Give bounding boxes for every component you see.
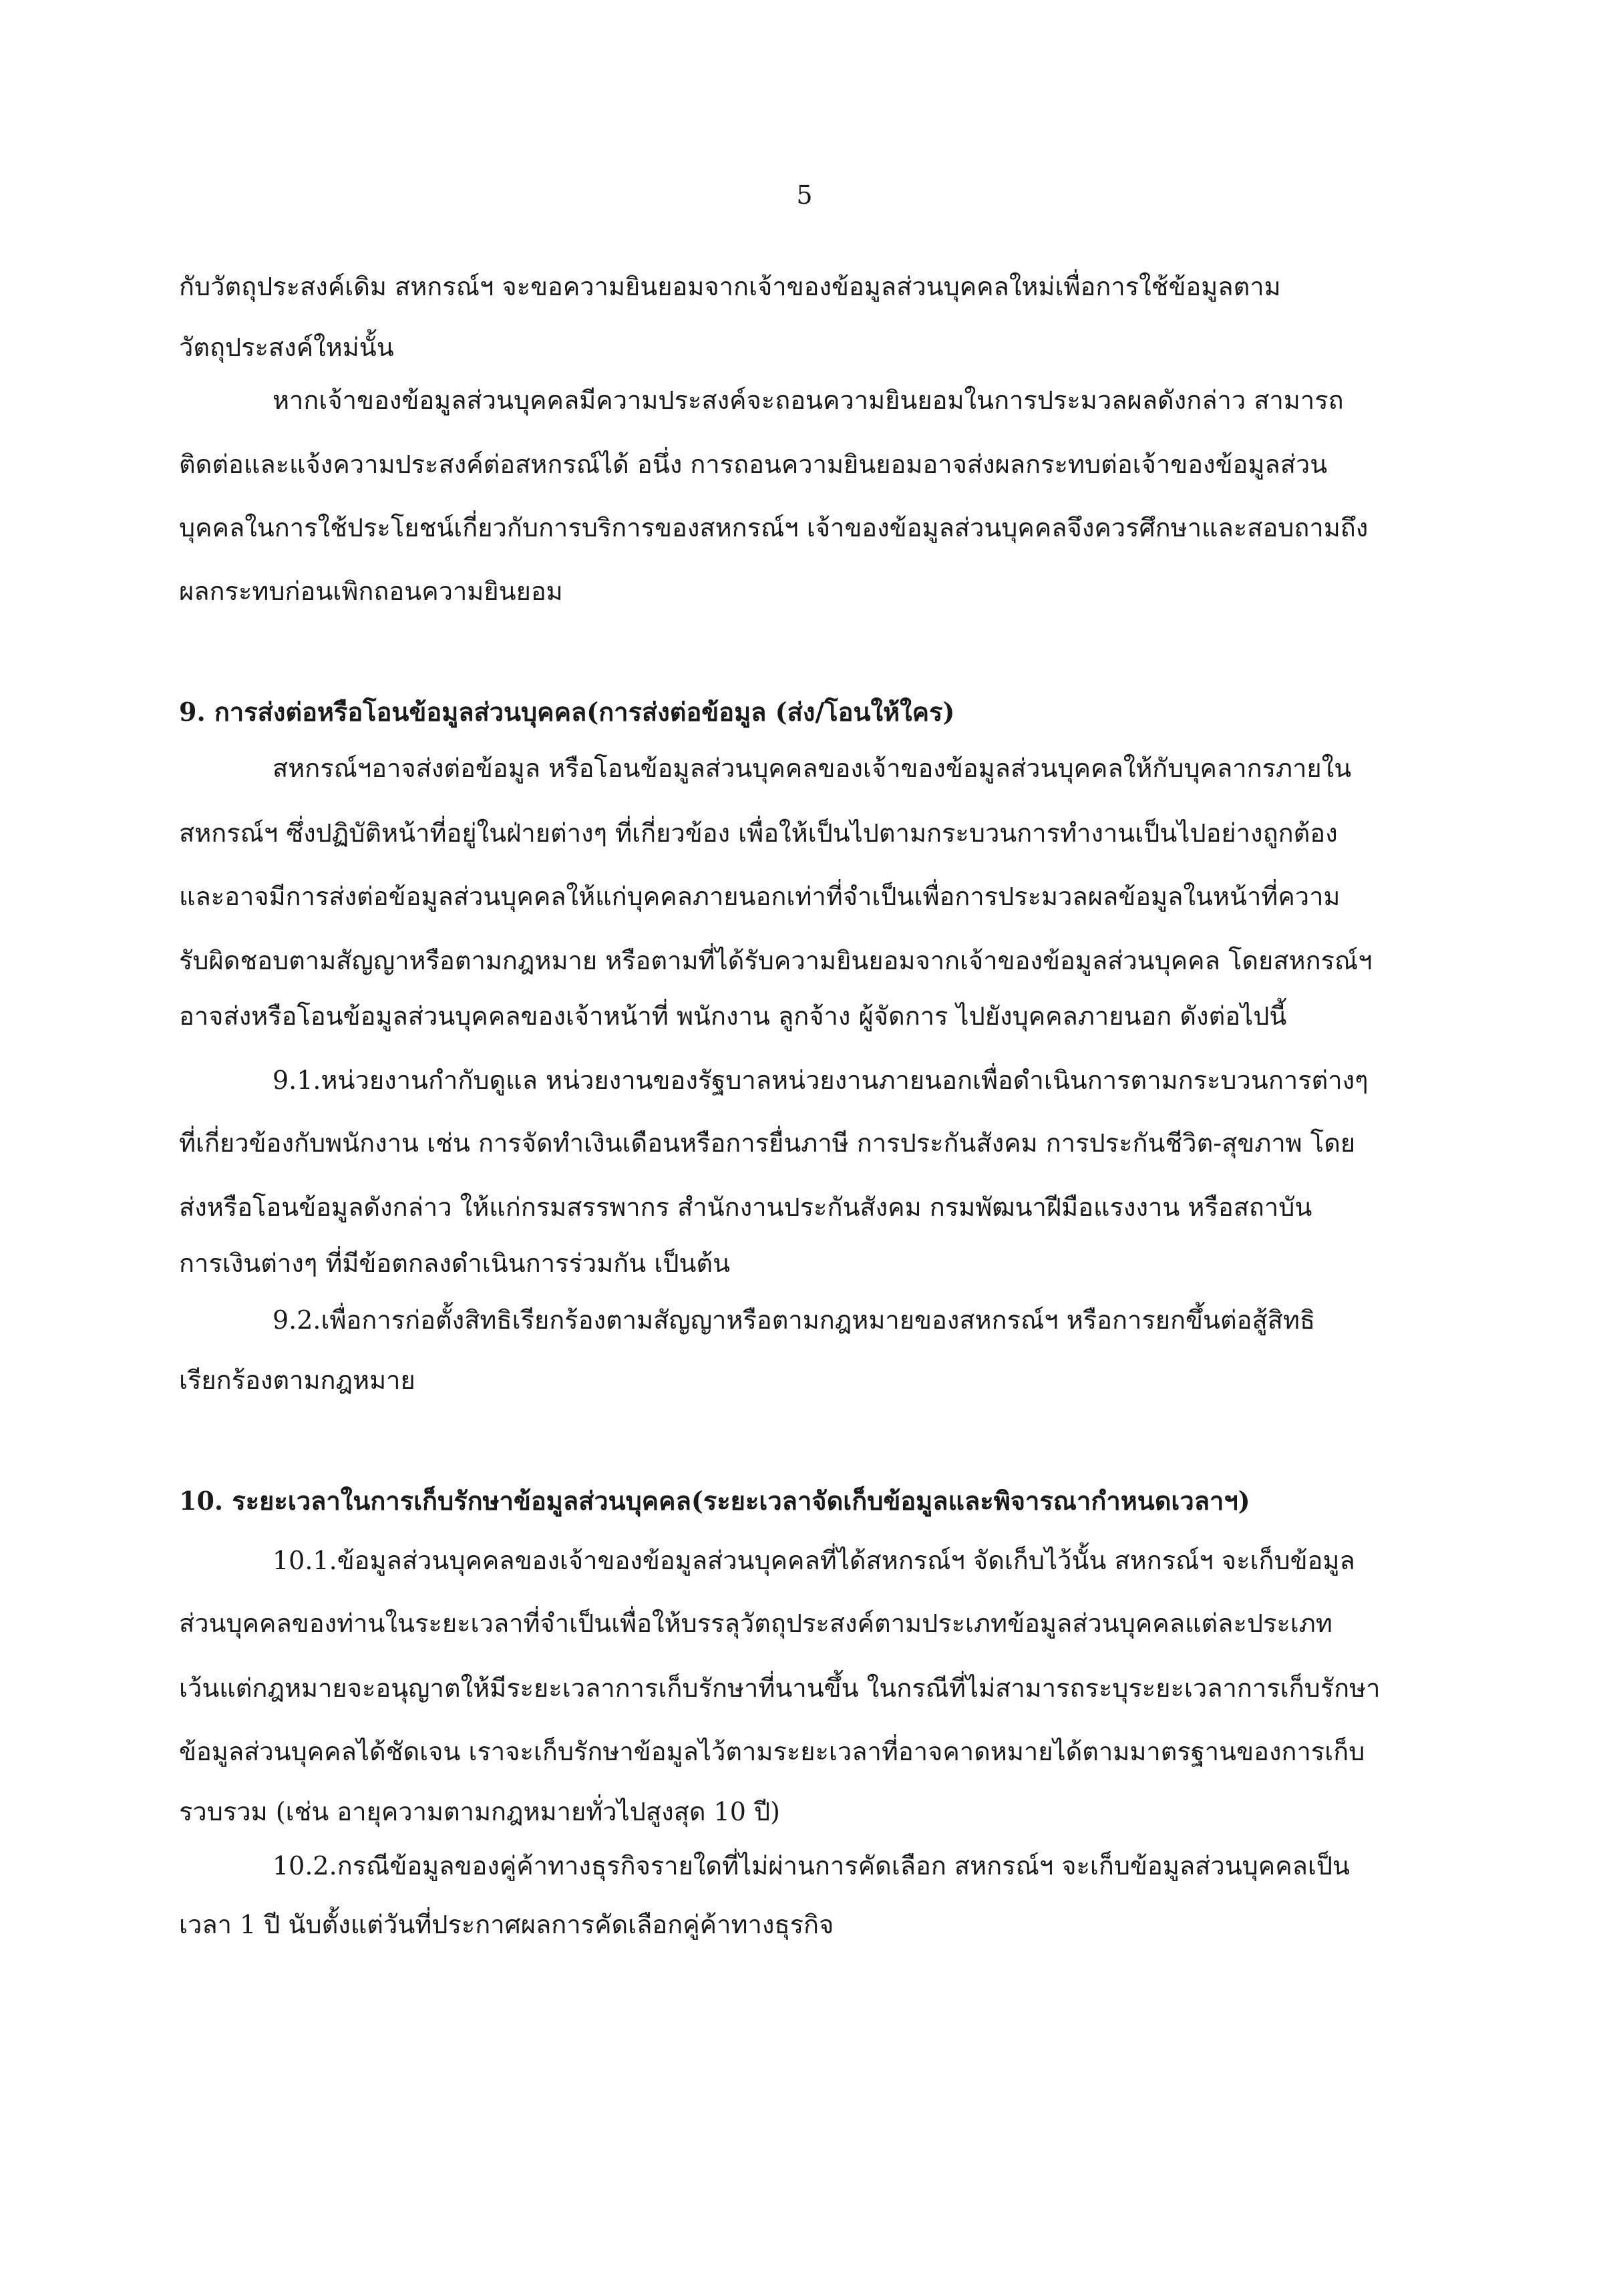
- section-heading: 10. ระยะเวลาในการเก็บรักษาข้อมูลส่วนบุคคล(ระยะเวลาจัดเก็บข้อมูลและพิจารณากำหนดเวลาฯ): [179, 1486, 1250, 1516]
- page-number: 5: [796, 180, 813, 210]
- paragraph-line: ที่เกี่ยวข้องกับพนักงาน เช่น การจัดทำเงินเดือนหรือการยื่นภาษี การประกันสังคม การประกันชีวิต-สุขภาพ โดย: [179, 1128, 1356, 1158]
- paragraph-line: 9.1.หน่วยงานกำกับดูแล หน่วยงานของรัฐบาลหน่วยงานภายนอกเพื่อดำเนินการตามกระบวนการต่างๆ: [273, 1065, 1369, 1095]
- paragraph-line: กับวัตถุประสงค์เดิม สหกรณ์ฯ จะขอความยินยอมจากเจ้าของข้อมูลส่วนบุคคลใหม่เพื่อการใช้ข้อมูลตาม: [179, 272, 1281, 301]
- paragraph-line: ผลกระทบก่อนเพิกถอนความยินยอม: [179, 577, 563, 606]
- paragraph-line: รับผิดชอบตามสัญญาหรือตามกฎหมาย หรือตามที่ได้รับความยินยอมจากเจ้าของข้อมูลส่วนบุคคล โดยสหกรณ์ฯ: [179, 946, 1373, 975]
- paragraph-line: เวลา 1 ปี นับตั้งแต่วันที่ประกาศผลการคัดเลือกคู่ค้าทางธุรกิจ: [179, 1910, 834, 1939]
- paragraph-line: 10.2.กรณีข้อมูลของคู่ค้าทางธุรกิจรายใดที่ไม่ผ่านการคัดเลือก สหกรณ์ฯ จะเก็บข้อมูลส่วนบุคคลเป็น: [273, 1851, 1351, 1880]
- paragraph-line: อาจส่งหรือโอนข้อมูลส่วนบุคคลของเจ้าหน้าที่ พนักงาน ลูกจ้าง ผู้จัดการ ไปยังบุคคลภายนอก ดังต่อไปนี้: [179, 1001, 1287, 1031]
- paragraph-line: ติดต่อและแจ้งความประสงค์ต่อสหกรณ์ได้ อนึ่ง การถอนความยินยอมอาจส่งผลกระทบต่อเจ้าของข้อมูลส่วน: [179, 450, 1328, 479]
- paragraph-line: ส่วนบุคคลของท่านในระยะเวลาที่จำเป็นเพื่อให้บรรลุวัตถุประสงค์ตามประเภทข้อมูลส่วนบุคคลแต่ละประเภท: [179, 1609, 1332, 1638]
- paragraph-line: หากเจ้าของข้อมูลส่วนบุคคลมีความประสงค์จะถอนความยินยอมในการประมวลผลดังกล่าว สามารถ: [273, 385, 1344, 415]
- paragraph-line: ส่งหรือโอนข้อมูลดังกล่าว ให้แก่กรมสรรพากร สำนักงานประกันสังคม กรมพัฒนาฝีมือแรงงาน หรือสถาบัน: [179, 1192, 1312, 1222]
- section-heading: 9. การส่งต่อหรือโอนข้อมูลส่วนบุคคล(การส่งต่อข้อมูล (ส่ง/โอนให้ใคร): [179, 697, 955, 727]
- paragraph-line: บุคคลในการใช้ประโยชน์เกี่ยวกับการบริการของสหกรณ์ฯ เจ้าของข้อมูลส่วนบุคคลจึงควรศึกษาและสอบถามถึง: [179, 513, 1369, 542]
- paragraph-line: วัตถุประสงค์ใหม่นั้น: [179, 333, 394, 362]
- paragraph-line: สหกรณ์ฯ ซึ่งปฏิบัติหน้าที่อยู่ในฝ่ายต่างๆ ที่เกี่ยวข้อง เพื่อให้เป็นไปตามกระบวนการทำงานเป็นไปอย่างถูกต้อง: [179, 818, 1338, 848]
- paragraph-line: 10.1.ข้อมูลส่วนบุคคลของเจ้าของข้อมูลส่วนบุคคลที่ได้สหกรณ์ฯ จัดเก็บไว้นั้น สหกรณ์ฯ จะเก็บข้อมูล: [273, 1546, 1355, 1575]
- paragraph-line: การเงินต่างๆ ที่มีข้อตกลงดำเนินการร่วมกัน เป็นต้น: [179, 1249, 731, 1278]
- paragraph-line: เรียกร้องตามกฎหมาย: [179, 1365, 415, 1395]
- paragraph-line: รวบรวม (เช่น อายุความตามกฎหมายทั่วไปสูงสุด 10 ปี): [179, 1797, 780, 1826]
- paragraph-line: เว้นแต่กฎหมายจะอนุญาตให้มีระยะเวลาการเก็บรักษาที่นานขึ้น ในกรณีที่ไม่สามารถระบุระยะเวลาการเก็บรักษา: [179, 1673, 1381, 1703]
- paragraph-line: สหกรณ์ฯอาจส่งต่อข้อมูล หรือโอนข้อมูลส่วนบุคคลของเจ้าของข้อมูลส่วนบุคคลให้กับบุคลากรภายใน: [273, 754, 1352, 783]
- paragraph-line: ข้อมูลส่วนบุคคลได้ชัดเจน เราจะเก็บรักษาข้อมูลไว้ตามระยะเวลาที่อาจคาดหมายได้ตามมาตรฐานของการเก็บ: [179, 1737, 1365, 1766]
- paragraph-line: และอาจมีการส่งต่อข้อมูลส่วนบุคคลให้แก่บุคคลภายนอกเท่าที่จำเป็นเพื่อการประมวลผลข้อมูลในหน้าที่ความ: [179, 882, 1340, 911]
- paragraph-line: 9.2.เพื่อการก่อตั้งสิทธิเรียกร้องตามสัญญาหรือตามกฎหมายของสหกรณ์ฯ หรือการยกขึ้นต่อสู้สิทธิ: [273, 1305, 1316, 1335]
